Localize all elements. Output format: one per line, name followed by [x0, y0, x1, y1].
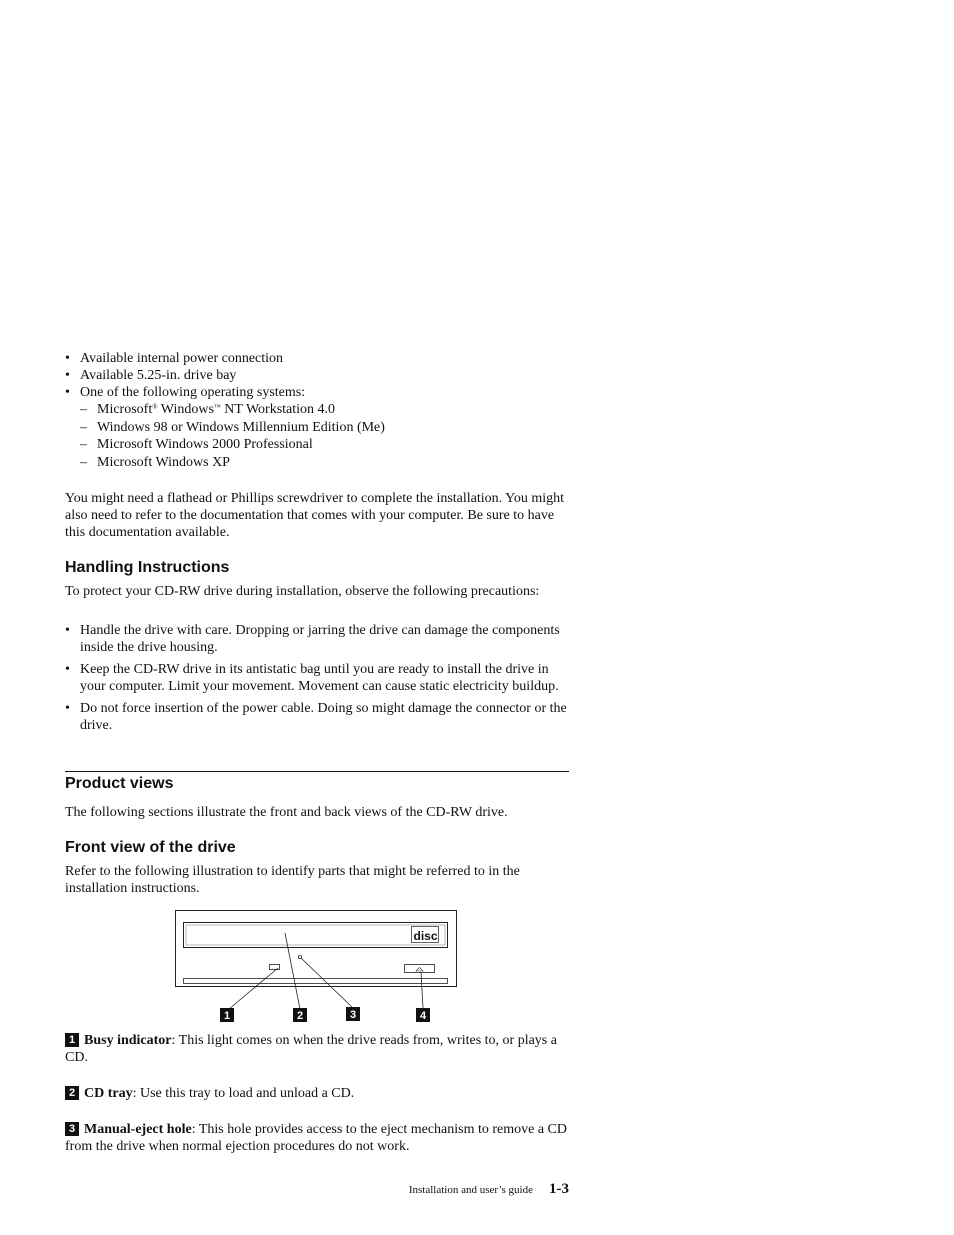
os-text: Microsoft Windows 2000 Professional — [97, 437, 313, 452]
precaution-text: Do not force insertion of the power cable. Doing so might damage the connector or the drive. — [80, 701, 567, 733]
callout-text: : This hole provides access to the eject mechanism to remove a CD from the drive when normal ejection procedures do not work. — [65, 1122, 568, 1154]
page-footer — [409, 1181, 569, 1198]
requirement-text: One of the following operating systems: — [80, 385, 306, 400]
os-list — [80, 401, 569, 471]
os-text: Microsoft Windows XP — [97, 454, 230, 470]
cd-tray-outline — [184, 923, 448, 948]
list-item — [80, 454, 569, 472]
precaution-text: Handle the drive with care. Dropping or jarring the drive can damage the components inside the drive housing. — [80, 623, 560, 655]
disc-logo-text: disc — [413, 929, 438, 943]
list-item — [80, 419, 569, 437]
bullet-glyph: • — [65, 623, 70, 638]
front-view-intro: Refer to the following illustration to identify parts that might be referred to in the installation instructions. — [65, 864, 520, 896]
list-item — [65, 661, 569, 695]
callout-text: : This light comes on when the drive reads from, writes to, or plays a CD. — [65, 1033, 557, 1065]
callout-label-2: 2 — [296, 1010, 304, 1022]
callout-label-1: 1 — [223, 1010, 231, 1022]
bullet-glyph: • — [65, 368, 70, 383]
handling-intro: To protect your CD-RW drive during installation, observe the following precautions: — [65, 584, 540, 599]
product-views-heading: Product views — [65, 775, 174, 792]
callout-number: 1 — [65, 1033, 79, 1047]
callout-label-3: 3 — [349, 1009, 357, 1021]
footer-title: Installation and user’s guide — [408, 1184, 533, 1196]
callout-number: 3 — [65, 1122, 79, 1136]
dash-glyph: – — [80, 419, 87, 435]
drive-bezel — [176, 911, 457, 987]
callout-description-2 — [65, 1085, 569, 1102]
drive-front-illustration — [175, 910, 460, 1028]
front-view-heading: Front view of the drive — [65, 839, 236, 856]
list-item — [80, 436, 569, 454]
precaution-text: Keep the CD-RW drive in its antistatic bag until you are ready to install the drive in your computer. Limit your movement. Movement can cause static electricity buildup. — [80, 662, 559, 694]
os-text: NT Workstation 4.0 — [220, 402, 336, 417]
dash-glyph: – — [80, 437, 87, 452]
bullet-glyph: • — [65, 385, 70, 400]
requirement-text: Available 5.25-in. drive bay — [80, 368, 237, 383]
dash-glyph: – — [80, 454, 87, 470]
dash-glyph: – — [80, 402, 87, 417]
callout-text: : Use this tray to load and unload a CD. — [132, 1086, 355, 1101]
list-item — [65, 622, 569, 656]
product-views-intro: The following sections illustrate the front and back views of the CD-RW drive. — [65, 805, 508, 820]
callout-description-1 — [65, 1032, 569, 1066]
list-item — [65, 350, 569, 367]
tools-paragraph: You might need a flathead or Phillips screwdriver to complete the installation. You might also need to refer to the documentation that comes with your computer. Be sure to have this documentation available. — [65, 491, 565, 540]
list-item — [65, 367, 569, 384]
bullet-glyph: • — [65, 701, 70, 716]
bullet-glyph: • — [65, 662, 70, 677]
page-number: 1-3 — [549, 1181, 569, 1197]
section-divider — [65, 771, 569, 772]
callout-term: Busy indicator — [84, 1033, 172, 1048]
callout-number: 2 — [65, 1086, 79, 1100]
registered-mark: ® — [152, 403, 158, 411]
requirements-list — [65, 350, 569, 471]
busy-indicator-led — [270, 965, 280, 970]
drive-front-svg — [175, 910, 460, 1028]
list-item — [65, 700, 569, 734]
callout-term: Manual-eject hole — [84, 1122, 192, 1137]
trademark-mark: ™ — [213, 403, 221, 411]
precautions-list — [65, 622, 569, 739]
handling-heading: Handling Instructions — [65, 559, 230, 576]
list-item — [65, 384, 569, 471]
bottom-slot — [184, 979, 448, 984]
callout-term: CD tray — [84, 1086, 133, 1101]
os-text: Microsoft — [97, 402, 153, 417]
callout-description-3 — [65, 1121, 569, 1155]
callout-label-4: 4 — [419, 1010, 427, 1022]
bullet-glyph: • — [65, 351, 70, 366]
list-item — [80, 401, 569, 419]
os-text: Windows — [157, 402, 214, 417]
requirement-text: Available internal power connection — [80, 351, 284, 366]
os-text: Windows 98 or Windows Millennium Edition (Me) — [97, 419, 385, 435]
